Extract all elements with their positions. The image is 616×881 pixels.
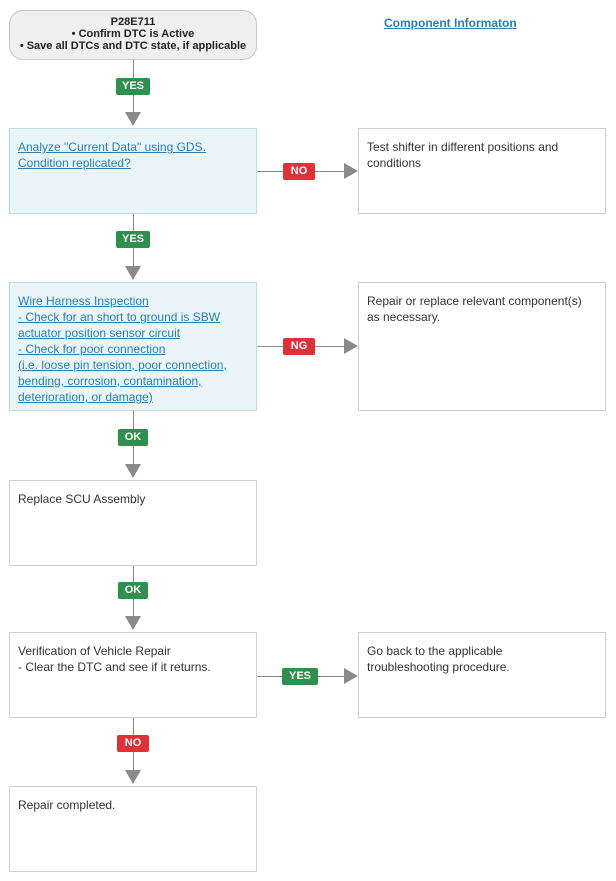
step-text-line: Repair completed. bbox=[18, 798, 116, 812]
step-text-line: Verification of Vehicle Repair bbox=[18, 644, 171, 658]
connection-details-link[interactable]: (i.e. loose pin tension, poor connection, bbox=[18, 358, 227, 372]
step-text-line: Replace SCU Assembly bbox=[18, 492, 146, 506]
side-box-text-line: as necessary. bbox=[367, 310, 441, 324]
dtc-code: P28E711 bbox=[110, 16, 156, 28]
side-box-text-line: Go back to the applicable bbox=[367, 644, 503, 658]
side-box-text-line: troubleshooting procedure. bbox=[367, 660, 510, 674]
position-sensor-circuit-link[interactable]: actuator position sensor circuit bbox=[18, 326, 181, 340]
yes-badge: YES bbox=[116, 231, 150, 248]
side-box-text-line: Test shifter in different positions and bbox=[367, 140, 559, 154]
yes-badge: YES bbox=[116, 78, 150, 95]
no-badge: NO bbox=[283, 163, 315, 180]
step-repair-completed bbox=[9, 786, 257, 872]
condition-replicated-link[interactable]: Condition replicated? bbox=[18, 156, 131, 170]
step-text-line: - Clear the DTC and see if it returns. bbox=[18, 660, 211, 674]
side-box-test-shifter bbox=[358, 128, 606, 214]
step-wire-harness-inspection bbox=[9, 282, 257, 411]
no-badge: NO bbox=[117, 735, 149, 752]
step-replace-scu bbox=[9, 480, 257, 566]
side-box-text-line: Repair or replace relevant component(s) bbox=[367, 294, 582, 308]
arrow-right-icon bbox=[344, 338, 358, 354]
analyze-current-data-link[interactable]: Analyze "Current Data" using GDS. bbox=[18, 140, 206, 154]
connection-details-link[interactable]: bending, corrosion, contamination, bbox=[18, 374, 202, 388]
step-analyze-current-data bbox=[9, 128, 257, 214]
arrow-right-icon bbox=[344, 668, 358, 684]
arrow-right-icon bbox=[344, 163, 358, 179]
ng-badge: NG bbox=[283, 338, 315, 355]
component-information-link[interactable]: Component Informaton bbox=[384, 16, 517, 30]
start-node bbox=[9, 10, 257, 60]
arrow-down-icon bbox=[125, 770, 141, 784]
start-line-2: • Save all DTCs and DTC state, if applicable bbox=[19, 40, 247, 52]
side-box-go-back bbox=[358, 632, 606, 718]
ok-badge: OK bbox=[118, 582, 148, 599]
step-verification bbox=[9, 632, 257, 718]
short-to-ground-link[interactable]: - Check for an short to ground is SBW bbox=[18, 310, 221, 324]
side-box-repair-replace bbox=[358, 282, 606, 411]
arrow-down-icon bbox=[125, 266, 141, 280]
connection-details-link[interactable]: deterioration, or damage) bbox=[18, 390, 153, 404]
arrow-down-icon bbox=[125, 616, 141, 630]
poor-connection-link[interactable]: - Check for poor connection bbox=[18, 342, 166, 356]
wire-harness-link[interactable]: Wire Harness Inspection bbox=[18, 294, 149, 308]
side-box-text-line: conditions bbox=[367, 156, 422, 170]
start-line-1: • Confirm DTC is Active bbox=[71, 28, 195, 40]
arrow-down-icon bbox=[125, 464, 141, 478]
ok-badge: OK bbox=[118, 429, 148, 446]
yes-badge: YES bbox=[282, 668, 318, 685]
arrow-down-icon bbox=[125, 112, 141, 126]
